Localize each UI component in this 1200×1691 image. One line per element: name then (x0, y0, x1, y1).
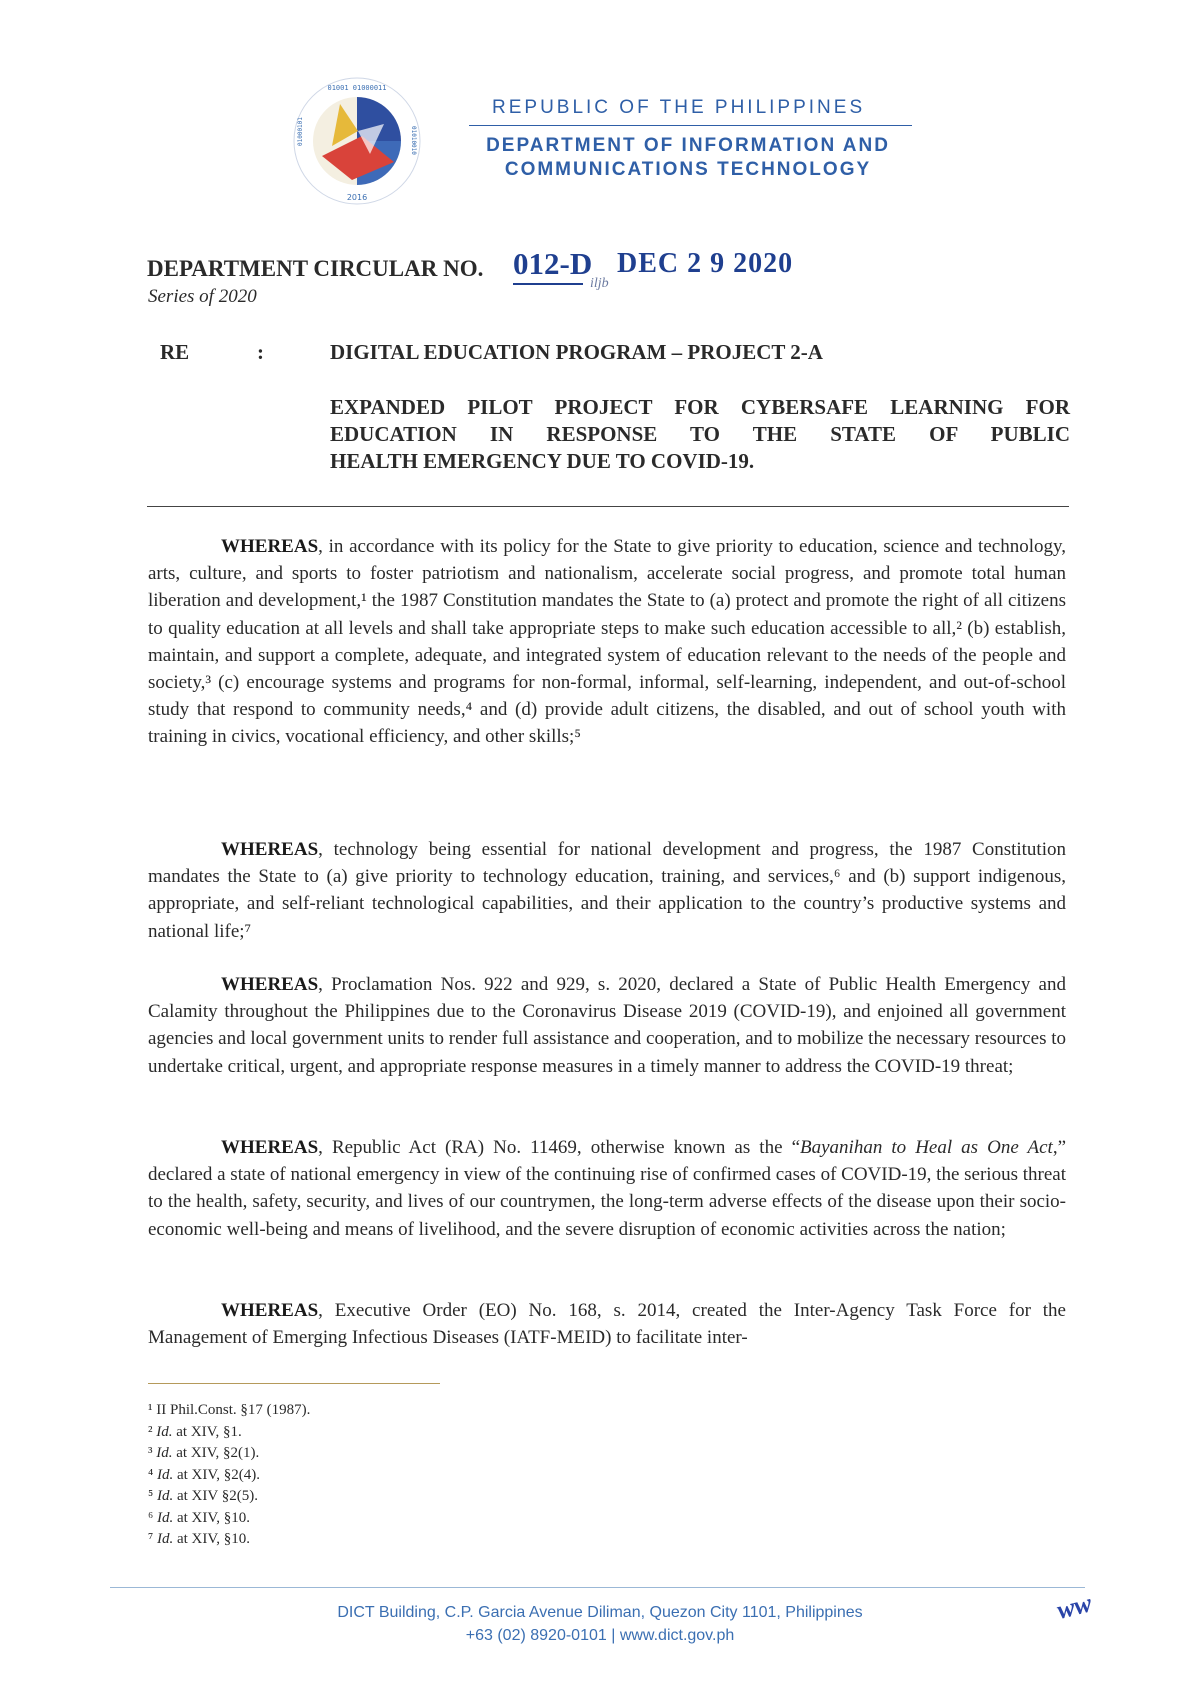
whereas-paragraph-2 (148, 836, 1066, 945)
footnote-id: Id. (156, 1531, 174, 1547)
footnote-item (148, 1529, 310, 1551)
circular-series: Series of 2020 (148, 286, 257, 307)
seal-ring-left-text: 01000101 (297, 117, 304, 146)
letterhead-divider (469, 125, 912, 126)
whereas-lead: WHEREAS (221, 839, 319, 860)
footnote-text: at XIV, §10. (173, 1531, 251, 1547)
footnote-text: at XIV, §10. (173, 1509, 251, 1526)
footnote-number: ⁴ (148, 1466, 154, 1483)
circular-number: 012-D (513, 246, 593, 281)
paragraph-text: , Republic Act (RA) No. 11469, otherwise known as the “ (318, 1137, 800, 1158)
seal-year-text: 2016 (346, 193, 368, 202)
re-colon: : (257, 340, 264, 364)
footer-contact: +63 (02) 8920-0101 | www.dict.gov.ph (465, 1627, 735, 1644)
footnote-item (148, 1508, 310, 1530)
whereas-paragraph-1 (148, 533, 1066, 751)
department-name-line2: COMMUNICATIONS TECHNOLOGY (504, 159, 872, 180)
paragraph-text: , Proclamation Nos. 922 and 929, s. 2020, declared a State of Public Health Emergency and Calamity throughout the Philippines due to the Coronavirus Disease 2019 (COVID-19), and enjoined all government agencies and local government units to render full assistance and cooperation, and to mobilize the necessary resources to undertake critical, urgent, and appropriate response measures in a timely manner to address the COVID-19 threat; (148, 974, 1067, 1077)
circular-number-underline (513, 283, 583, 285)
seal-ring-top-text: 01001 01000011 (327, 84, 387, 92)
footnote-number: ² (148, 1423, 153, 1440)
department-name-line1: DEPARTMENT OF INFORMATION AND (486, 135, 890, 156)
re-subject: DIGITAL EDUCATION PROGRAM – PROJECT 2-A (330, 340, 823, 364)
footnote-text: at XIV §2(5). (173, 1488, 258, 1504)
footnote-number: ³ (148, 1445, 153, 1461)
dict-seal-logo (292, 76, 422, 206)
footnote-id: Id. (156, 1466, 174, 1483)
footnote-item (148, 1400, 310, 1422)
footnote-item (148, 1443, 310, 1465)
circular-date-stamp: DEC 2 9 2020 (617, 248, 794, 279)
footnote-id: Id. (156, 1445, 173, 1461)
footnote-text: at XIV, §2(1). (172, 1445, 260, 1461)
footnote-number: ⁵ (148, 1488, 154, 1504)
re-title-line: EDUCATION IN RESPONSE TO THE STATE OF PUBLIC (330, 422, 1070, 446)
seal-ring-right-text: 01010010 (410, 126, 417, 155)
whereas-paragraph-5 (148, 1297, 1066, 1351)
footnote-item (148, 1422, 310, 1444)
paragraph-text: ,” declared a state of national emergency in view of the continuing rise of confirmed cases of COVID-19, the serious threat to the health, safety, security, and lives of our countrymen, the long-term adverse effects of the disease upon their socio-economic well-being and means of livelihood, and the severe disruption of economic activities across the nation; (148, 1137, 1066, 1240)
footer-divider (110, 1587, 1085, 1588)
footnote-text: at XIV, §2(4). (173, 1466, 261, 1483)
footnote-id: Id. (156, 1509, 174, 1526)
footnote-number: ⁷ (148, 1531, 154, 1547)
department-name (468, 134, 908, 182)
footnote-number: ¹ (148, 1402, 153, 1418)
footnote-text: II Phil.Const. §17 (1987). (152, 1402, 311, 1418)
footnote-id: Id. (156, 1423, 173, 1440)
header-divider (147, 506, 1069, 507)
whereas-lead: WHEREAS (221, 1137, 319, 1158)
footnote-item (148, 1465, 310, 1487)
re-title (330, 394, 1070, 475)
page-footer (300, 1601, 900, 1647)
initials-mark: iljb (590, 276, 609, 291)
footnote-item (148, 1486, 310, 1508)
paragraph-text: , Executive Order (EO) No. 168, s. 2014, created the Inter-Agency Task Force for the Management of Emerging Infectious Diseases (IATF-MEID) to facilitate inter- (148, 1300, 1066, 1349)
re-title-line: EXPANDED PILOT PROJECT FOR CYBERSAFE LEARNING FOR (330, 395, 1070, 419)
republic-heading: REPUBLIC OF THE PHILIPPINES (492, 97, 866, 118)
footnote-number: ⁶ (148, 1509, 154, 1526)
circular-label: DEPARTMENT CIRCULAR NO. (147, 256, 484, 281)
whereas-lead: WHEREAS (221, 974, 319, 995)
paragraph-text: , technology being essential for national development and progress, the 1987 Constitution mandates the State to (a) give priority to technology education, training, and services,⁶ and (b) support indigenous, appropriate, and self-reliant technological capabilities, and their application to the country’s productive systems and national life;⁷ (148, 839, 1066, 942)
paragraph-text: , in accordance with its policy for the State to give priority to education, science and technology, arts, culture, and sports to foster patriotism and nationalism, accelerate social progress, and promote total human liberation and development,¹ the 1987 Constitution mandates the State to (a) protect and promote the right of all citizens to quality education at all levels and shall take appropriate steps to make such education accessible to all,² (b) establish, maintain, and support a complete, adequate, and integrated system of education relevant to the needs of the people and society,³ (c) encourage systems and programs for non-formal, informal, self-learning, independent, and out-of-school study that respond to community needs,⁴ and (d) provide adult citizens, the disabled, and out of school youth with training in civics, vocational efficiency, and other skills;⁵ (148, 536, 1066, 748)
whereas-paragraph-4 (148, 1134, 1066, 1243)
footnote-id: Id. (156, 1488, 174, 1504)
footnote-text: at XIV, §1. (172, 1423, 242, 1440)
whereas-paragraph-3 (148, 971, 1066, 1080)
whereas-lead: WHEREAS (221, 1300, 319, 1321)
initials-signature: ww (1053, 1588, 1095, 1625)
re-title-line: HEALTH EMERGENCY DUE TO COVID-19. (330, 449, 755, 473)
footnotes (148, 1400, 310, 1551)
act-name: Bayanihan to Heal as One Act (800, 1137, 1053, 1158)
footnote-divider (148, 1383, 440, 1384)
footer-address: DICT Building, C.P. Garcia Avenue Diliman, Quezon City 1101, Philippines (337, 1604, 863, 1621)
whereas-lead: WHEREAS (221, 536, 319, 557)
re-label: RE (160, 340, 190, 364)
